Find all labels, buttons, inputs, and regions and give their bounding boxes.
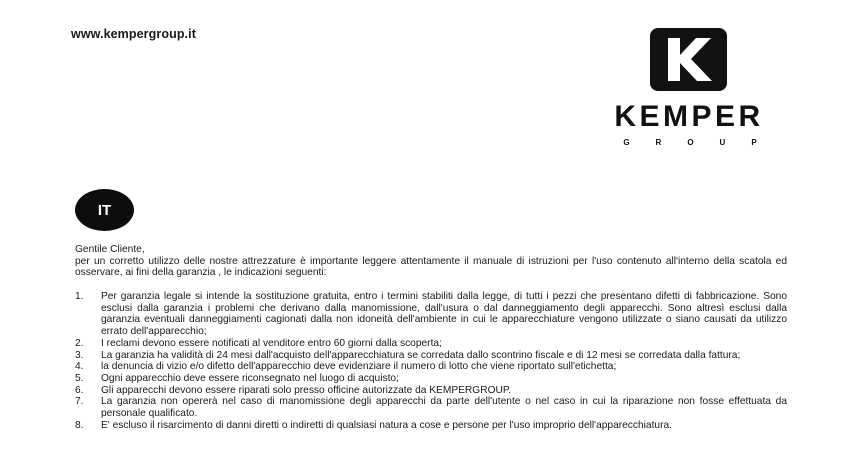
item-text: Ogni apparecchio deve essere riconsegnato nel luogo di acquisto; <box>101 372 399 384</box>
list-item <box>75 338 787 350</box>
greeting: Gentile Cliente, <box>75 244 145 255</box>
item-text: I reclami devono essere notificati al venditore entro 60 giorni dalla scoperta; <box>101 337 442 349</box>
logo-subtitle: GROUP <box>623 138 783 147</box>
item-number: 5. <box>75 372 84 384</box>
item-number: 3. <box>75 349 84 361</box>
list-item <box>75 373 787 385</box>
list-item <box>75 350 787 362</box>
item-number: 8. <box>75 419 84 431</box>
item-text: La garanzia ha validità di 24 mesi dall'acquisto dell'apparecchiatura se corredata dallo scontrino fiscale e di 12 mesi se corredata dalla fattura; <box>101 349 741 361</box>
item-text: La garanzia non opererà nel caso di manomissione degli apparecchi da parte dell'utente o nel caso in cui la riparazione non fosse effettuata da personale qualificato. <box>101 396 787 420</box>
kemper-k-logo-icon <box>650 28 727 91</box>
list-item <box>75 385 787 397</box>
item-text: Gli apparecchi devono essere riparati solo presso officine autorizzate da KEMPERGROUP. <box>101 384 512 396</box>
warranty-terms-list <box>75 291 787 431</box>
item-text: la denuncia di vizio e/o difetto dell'apparecchio deve evidenziare il numero di lotto che viene riportato sull'etichetta; <box>101 361 617 373</box>
item-number: 7. <box>75 396 84 408</box>
item-number: 6. <box>75 384 84 396</box>
item-number: 4. <box>75 361 84 373</box>
item-text: E' escluso il risarcimento di danni diretti o indiretti di qualsiasi natura a cose e persone per l'uso improprio dell'apparecchiatura. <box>101 419 672 431</box>
kemper-logo <box>578 28 800 153</box>
list-item <box>75 420 787 432</box>
item-number: 1. <box>75 291 84 302</box>
item-number: 2. <box>75 337 84 349</box>
website-url: www.kempergroup.it <box>71 27 196 41</box>
language-badge: IT <box>75 189 134 231</box>
intro-text <box>75 244 787 279</box>
list-item <box>75 291 787 338</box>
list-item <box>75 361 787 373</box>
list-item <box>75 396 787 419</box>
item-text: Per garanzia legale si intende la sostituzione gratuita, entro i termini stabiliti dalla legge, di tutti i pezzi che presentano difetti di fabbricazione. Sono esclusi dalla garanzia i problemi che derivano dalla manomissione, dall'usura o dal danneggiamento degli apparecchi. Sono altresì esclusi dalla garanzia eventuali danneggiamenti cagionati dalla non idoneità dell'ambiente in cui le apparecchiature vengono utilizzate o siano causati da utilizzo errato dell'apparecchio; <box>101 291 787 338</box>
intro-paragraph: per un corretto utilizzo delle nostre attrezzature è importante leggere attentamente il manuale di istruzioni per l'uso contenuto all'interno della scatola ed osservare, ai fini della garanzia , le indicazioni seguenti: <box>75 255 787 279</box>
logo-wordmark: KEMPER <box>614 100 764 133</box>
